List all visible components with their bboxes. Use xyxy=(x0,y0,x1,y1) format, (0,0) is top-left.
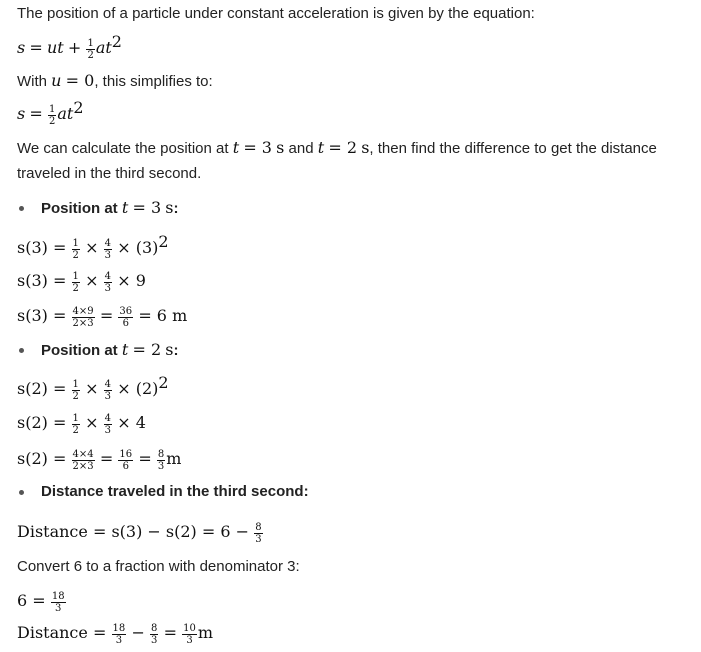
calc-text-line1 xyxy=(17,137,657,160)
exponent: 2 xyxy=(158,373,169,392)
fraction-denominator: 3 xyxy=(104,249,112,261)
eq-symbol: = 2 xyxy=(328,138,358,157)
fraction-denominator: 3 xyxy=(151,634,158,646)
s3-step2 xyxy=(17,270,146,294)
eq-term: at xyxy=(57,104,74,123)
exponent: 2 xyxy=(73,98,84,117)
fraction-numerator: 4 xyxy=(104,378,112,390)
fraction xyxy=(104,379,112,402)
fraction-numerator: 1 xyxy=(72,270,79,282)
eq-symbol: × xyxy=(85,379,99,398)
eq-symbol: u xyxy=(51,71,62,90)
eq-lhs: s(2) = xyxy=(17,413,67,432)
colon: : xyxy=(173,200,179,217)
fraction-denominator: 6 xyxy=(122,317,129,329)
fraction xyxy=(157,449,165,472)
eq-symbol: = 0 xyxy=(65,71,95,90)
fraction xyxy=(254,522,262,545)
fraction xyxy=(48,104,56,127)
fraction-numerator: 4×9 xyxy=(72,305,94,317)
eq-term: × (2) xyxy=(117,379,159,398)
eq-symbol: = 3 xyxy=(132,198,162,217)
exponent: 2 xyxy=(111,32,122,51)
fraction-numerator: 16 xyxy=(119,448,133,460)
eq-term: ut xyxy=(46,38,64,57)
fraction-denominator: 6 xyxy=(122,460,129,472)
fraction-denominator: 3 xyxy=(55,602,62,614)
fraction xyxy=(104,271,112,294)
fraction-denominator: 2 xyxy=(72,249,79,261)
unit: m xyxy=(197,623,214,642)
s3-step1 xyxy=(17,232,169,261)
fraction-numerator: 18 xyxy=(112,622,126,634)
eq-lhs: s(3) = xyxy=(17,238,67,257)
unit: s xyxy=(361,138,370,157)
convert-text: Convert 6 to a fraction with denominator 3: xyxy=(17,558,300,575)
eq-lhs: s(3) = xyxy=(17,306,67,325)
distance-expression xyxy=(17,521,264,545)
bullet-dot xyxy=(19,206,24,211)
fraction-denominator: 3 xyxy=(186,634,193,646)
eq-symbol: = xyxy=(99,449,114,468)
fraction-numerator: 1 xyxy=(72,378,79,390)
fraction xyxy=(72,413,80,436)
fraction-numerator: 8 xyxy=(151,622,158,634)
eq-symbol: × xyxy=(85,413,99,432)
eq-lhs: Distance = xyxy=(17,623,107,642)
fraction-numerator: 36 xyxy=(119,305,133,317)
with-text xyxy=(17,70,213,93)
fraction-numerator: 4×4 xyxy=(72,448,94,460)
unit: s xyxy=(276,138,285,157)
eq-symbol: = 2 xyxy=(132,340,162,359)
bullet-label: Position at xyxy=(41,342,118,359)
fraction-denominator: 2×3 xyxy=(72,317,94,329)
eq-symbol: = xyxy=(29,38,43,57)
fraction xyxy=(118,449,133,472)
bullet-distance: Distance traveled in the third second: xyxy=(41,483,309,500)
eq-lhs: s(2) = xyxy=(17,449,67,468)
eq-term: = 6 m xyxy=(138,306,188,325)
colon: : xyxy=(173,342,179,359)
eq-symbol: = xyxy=(138,449,152,468)
fraction-numerator: 1 xyxy=(48,103,56,115)
fraction-denominator: 3 xyxy=(157,460,165,472)
s2-step3 xyxy=(17,448,181,472)
fraction-denominator: 2 xyxy=(48,115,56,127)
eq-symbol: = xyxy=(99,306,114,325)
fraction xyxy=(72,449,95,472)
fraction-numerator: 1 xyxy=(72,412,79,424)
eq-symbol: s xyxy=(17,104,26,123)
final-distance xyxy=(17,622,213,646)
fraction-numerator: 10 xyxy=(183,622,196,634)
eq-symbol: t xyxy=(317,138,325,157)
unit: s xyxy=(165,198,174,217)
fraction-numerator: 1 xyxy=(72,237,79,249)
s2-step2 xyxy=(17,412,146,436)
fraction-denominator: 3 xyxy=(255,533,262,545)
fraction xyxy=(182,623,197,646)
eq-symbol: × xyxy=(85,271,99,290)
fraction-denominator: 2 xyxy=(72,282,79,294)
eq-symbol: s xyxy=(17,38,26,57)
bullet-position-t2 xyxy=(41,339,179,362)
eq-symbol: × xyxy=(85,238,99,257)
fraction xyxy=(150,623,158,646)
eq-symbol: = xyxy=(163,623,177,642)
fraction-denominator: 2 xyxy=(72,424,79,436)
fraction-denominator: 3 xyxy=(104,424,112,436)
text: With xyxy=(17,73,47,90)
unit: s xyxy=(165,340,174,359)
eq-symbol: t xyxy=(121,198,129,217)
fraction-denominator: 2 xyxy=(87,49,94,61)
unit: m xyxy=(166,449,182,468)
eq-symbol: = 3 xyxy=(243,138,272,157)
intro-text: The position of a particle under constant acceleration is given by the equation: xyxy=(17,5,535,22)
text: , this simplifies to: xyxy=(94,73,213,90)
text: and xyxy=(288,140,314,157)
fraction-denominator: 2 xyxy=(72,390,79,402)
eq-lhs: s(2) = xyxy=(17,379,67,398)
bullet-position-t3 xyxy=(41,197,179,220)
fraction xyxy=(72,271,80,294)
s3-step3 xyxy=(17,305,187,329)
fraction-denominator: 3 xyxy=(104,282,112,294)
exponent: 2 xyxy=(158,232,169,251)
fraction-denominator: 3 xyxy=(104,390,112,402)
fraction xyxy=(104,238,112,261)
equation-simplified xyxy=(17,98,84,127)
eq-term: at xyxy=(95,38,112,57)
eq-symbol: t xyxy=(121,340,129,359)
equation-general xyxy=(17,32,122,61)
fraction xyxy=(72,238,80,261)
fraction-numerator: 4 xyxy=(104,412,112,424)
bullet-label: Position at xyxy=(41,200,118,217)
eq-lhs: Distance = s(3) − s(2) = 6 − xyxy=(17,522,250,541)
eq-lhs: 6 = xyxy=(17,591,46,610)
bullet-dot xyxy=(19,348,24,353)
fraction-numerator: 8 xyxy=(255,521,262,533)
eq-lhs: s(3) = xyxy=(17,271,67,290)
fraction xyxy=(51,591,66,614)
fraction-numerator: 8 xyxy=(157,448,165,460)
fraction xyxy=(86,38,94,61)
text: , then find the difference to get the distance xyxy=(369,140,657,157)
six-fraction xyxy=(17,590,67,614)
fraction xyxy=(104,413,112,436)
eq-symbol: t xyxy=(232,138,240,157)
eq-symbol: = xyxy=(29,104,43,123)
eq-term: × 4 xyxy=(117,413,146,432)
fraction xyxy=(118,306,133,329)
fraction-numerator: 4 xyxy=(104,270,112,282)
fraction-denominator: 2×3 xyxy=(72,460,94,472)
bullet-dot xyxy=(19,490,24,495)
eq-term: × 9 xyxy=(117,271,146,290)
calc-text-line2: traveled in the third second. xyxy=(17,165,202,182)
fraction-denominator: 3 xyxy=(115,634,123,646)
fraction xyxy=(112,623,127,646)
fraction xyxy=(72,379,80,402)
text: We can calculate the position at xyxy=(17,140,229,157)
eq-term: × (3) xyxy=(117,238,159,257)
fraction-numerator: 4 xyxy=(104,237,112,249)
fraction-numerator: 18 xyxy=(51,590,65,602)
s2-step1 xyxy=(17,373,169,402)
fraction-numerator: 1 xyxy=(87,37,94,49)
fraction xyxy=(72,306,95,329)
eq-symbol: + xyxy=(67,38,82,57)
eq-symbol: − xyxy=(131,623,145,642)
